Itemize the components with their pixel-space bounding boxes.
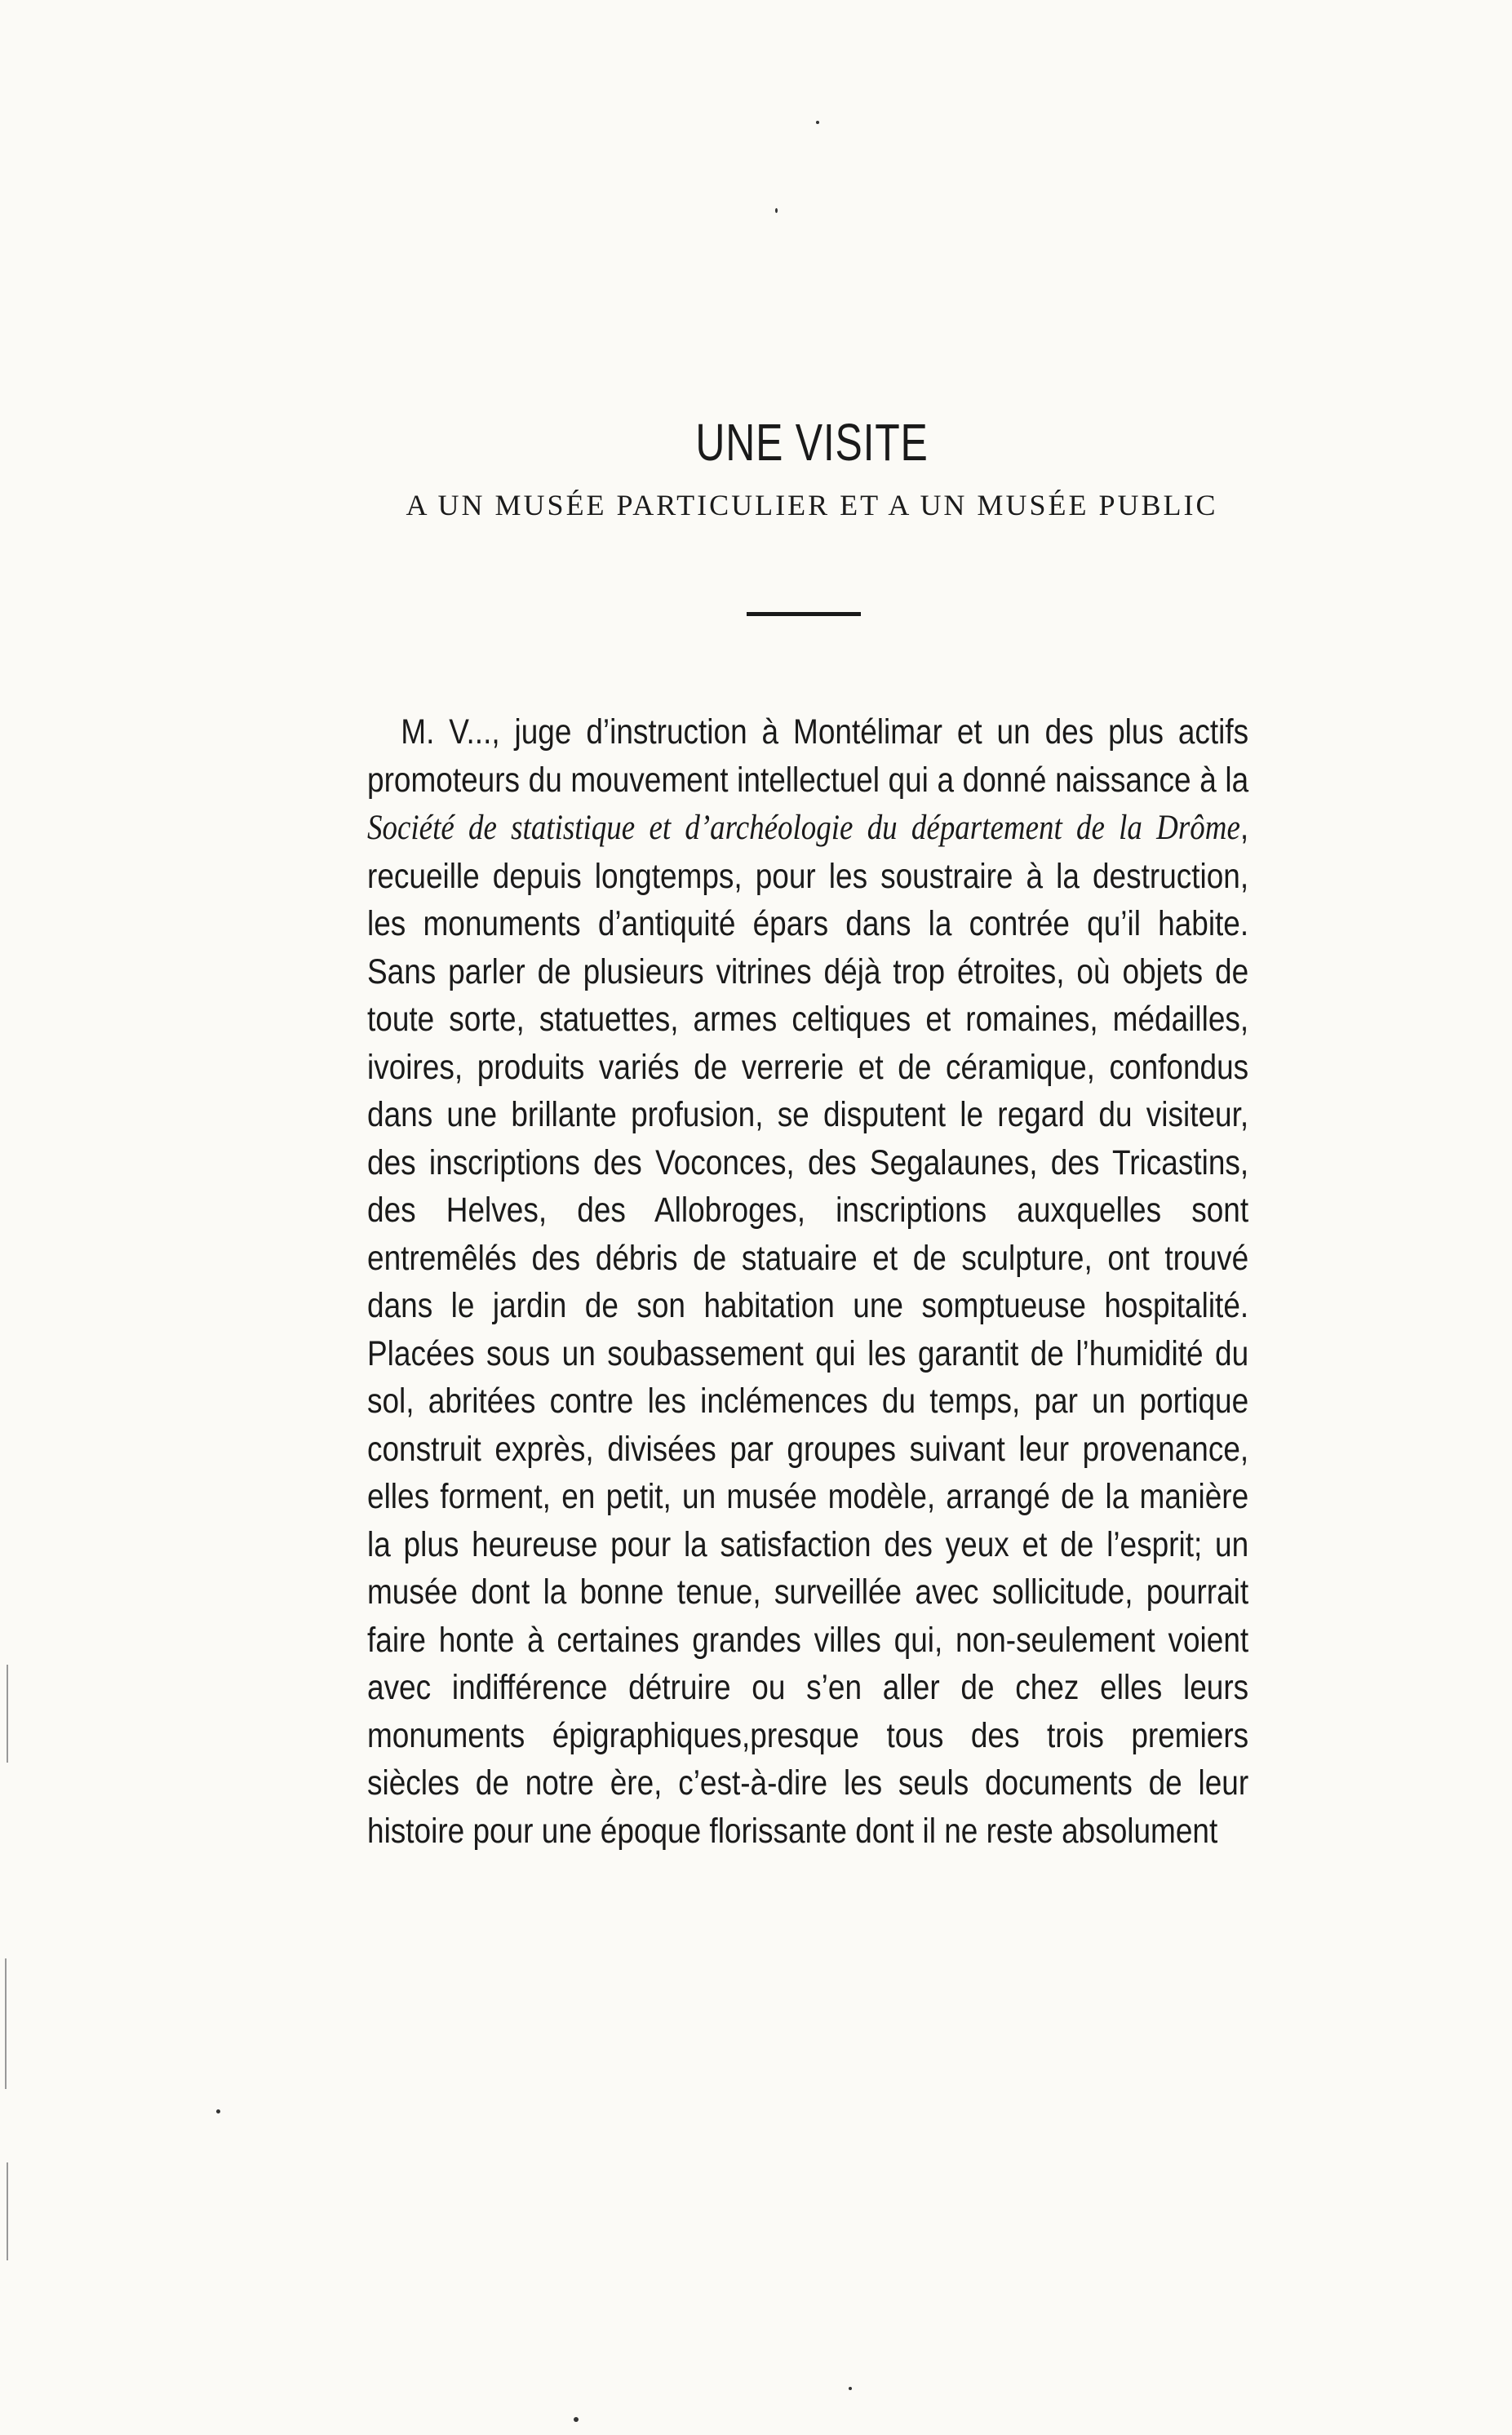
scan-edge-mark (7, 1665, 8, 1763)
scan-speck (216, 2109, 220, 2113)
scan-speck (849, 2387, 852, 2390)
scan-speck (574, 2417, 579, 2422)
scan-edge-mark (5, 1958, 7, 2089)
body-paragraph (367, 708, 1248, 1855)
page-title: UNE VISITE (695, 412, 929, 472)
page-subtitle: A UN MUSÉE PARTICULIER ET A UN MUSÉE PUBLIC (406, 489, 1218, 521)
paragraph-opening: M. V..., juge d’instruction à Montélimar et un des plus actifs promoteurs du mouvement intellectuel qui a donné naissance à la (367, 712, 1249, 800)
paragraph-rest: , recueille depuis longtemps, pour les soustraire à la destruction, les monuments d’antiquité épars dans la contrée qu’il habite. Sans parler de plusieurs vitrines déjà trop étroites, où objets de toute sorte, statuettes, armes celtiques et romaines, médailles, ivoires, produits variés de verrerie et de céramique, confondus dans une brillante profusion, se disputent le regard du visiteur, des inscriptions des Voconces, des Segalaunes, des Tricastins, des Helves, des Allobroges, inscriptions auxquelles sont entremêlés des débris de statuaire et de sculpture, ont trouvé dans le jardin de son habitation une somptueuse hospitalité. Placées sous un soubassement qui les garantit de l’humidité du sol, abritées contre les inclémences du temps, par un portique construit exprès, divisées par groupes suivant leur provenance, elles forment, en petit, un musée modèle, arrangé de la manière la plus heureuse pour la satisfaction des yeux et de l’esprit; un musée dont la bonne tenue, surveillée avec sollicitude, pourrait faire honte à certaines grandes villes qui, non-seulement voient avec indifférence détruire ou s’en aller de chez elles leurs monuments épigraphiques,presque tous des trois premiers siècles de notre ère, c’est-à-dire les seuls documents de leur histoire pour une époque florissante dont il ne reste absolument (367, 808, 1249, 1851)
title-divider (747, 612, 861, 616)
body-text (367, 708, 1248, 1855)
society-name: Société de statistique et d’archéologie du département de la Drôme (367, 809, 1240, 847)
scan-speck (775, 208, 778, 213)
scan-edge-mark (7, 2162, 8, 2260)
scan-speck (816, 121, 819, 124)
